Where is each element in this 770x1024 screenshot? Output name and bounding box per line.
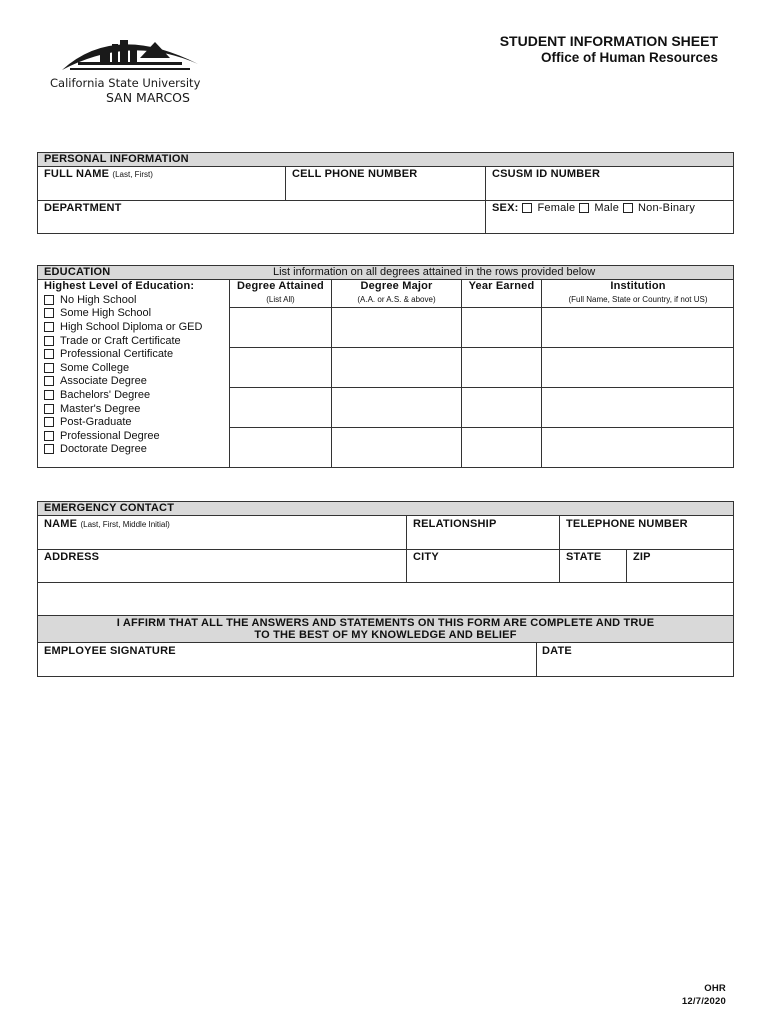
department-label: DEPARTMENT (44, 202, 122, 214)
full-name-label: FULL NAME (Last, First) (44, 168, 153, 180)
non-binary-checkbox[interactable] (623, 203, 633, 213)
degree-row[interactable] (230, 308, 734, 347)
state-label: STATE (566, 551, 602, 563)
col-year-earned: Year Earned (468, 280, 535, 292)
col-degree-attained-hint: (List All) (266, 295, 295, 304)
education-level-option[interactable]: High School Diploma or GED (44, 320, 202, 334)
col-institution: Institution (610, 280, 666, 292)
highest-education-label: Highest Level of Education: (44, 280, 195, 292)
logo-skyline-icon (60, 28, 200, 74)
emergency-name-label: NAME (Last, First, Middle Initial) (44, 518, 170, 530)
education-instruction: List information on all degrees attained in the rows provided below (273, 266, 596, 278)
education-checkbox[interactable] (44, 417, 54, 427)
affirmation-line-2: TO THE BEST OF MY KNOWLEDGE AND BELIEF (254, 629, 517, 641)
education-level-option[interactable]: Professional Certificate (44, 347, 202, 361)
education-checkbox[interactable] (44, 322, 54, 332)
col-degree-attained: Degree Attained (237, 280, 324, 292)
education-checkbox[interactable] (44, 376, 54, 386)
education-checkbox[interactable] (44, 363, 54, 373)
footer-code: OHR (704, 983, 726, 994)
male-checkbox[interactable] (579, 203, 589, 213)
degree-row[interactable] (230, 388, 734, 427)
full-name-hint: (Last, First) (112, 170, 153, 179)
education-checkbox[interactable] (44, 308, 54, 318)
footer-date: 12/7/2020 (681, 996, 726, 1007)
telephone-label: TELEPHONE NUMBER (566, 518, 688, 530)
education-level-option[interactable]: Bachelors' Degree (44, 388, 202, 402)
education-level-option[interactable]: Professional Degree (44, 429, 202, 443)
sex-option-non-binary[interactable]: Non-Binary (623, 202, 695, 214)
education-level-option[interactable]: Post-Graduate (44, 415, 202, 429)
education-level-option[interactable]: Some College (44, 361, 202, 375)
female-checkbox[interactable] (522, 203, 532, 213)
education-title: EDUCATION (44, 266, 111, 278)
education-level-option[interactable]: Trade or Craft Certificate (44, 334, 202, 348)
education-level-option[interactable]: Doctorate Degree (44, 443, 202, 457)
logo-line-2: SAN MARCOS (106, 90, 190, 105)
city-label: CITY (413, 551, 439, 563)
emergency-contact-title: EMERGENCY CONTACT (44, 502, 175, 514)
education-checkbox[interactable] (44, 431, 54, 441)
col-degree-major-hint: (A.A. or A.S. & above) (357, 295, 436, 304)
relationship-label: RELATIONSHIP (413, 518, 497, 530)
education-level-list (44, 293, 202, 456)
education-checkbox[interactable] (44, 349, 54, 359)
affirmation-line-1: I AFFIRM THAT ALL THE ANSWERS AND STATEMENTS ON THIS FORM ARE COMPLETE AND TRUE (116, 617, 655, 629)
logo-line-1: California State University (50, 76, 201, 90)
zip-label: ZIP (633, 551, 651, 563)
education-level-option[interactable]: Some High School (44, 307, 202, 321)
col-degree-major: Degree Major (360, 280, 433, 292)
form-title: STUDENT INFORMATION SHEET (499, 33, 718, 49)
csusm-id-label: CSUSM ID NUMBER (492, 168, 601, 180)
education-level-option[interactable]: Associate Degree (44, 375, 202, 389)
sex-row (492, 202, 695, 214)
university-logo (50, 28, 210, 108)
sex-label: SEX: (492, 202, 519, 214)
sex-option-female[interactable]: Female (522, 202, 575, 214)
col-institution-hint: (Full Name, State or Country, if not US) (568, 295, 708, 304)
education-checkbox[interactable] (44, 404, 54, 414)
education-checkbox[interactable] (44, 336, 54, 346)
degree-row[interactable] (230, 348, 734, 387)
degree-row[interactable] (230, 428, 734, 467)
date-label: DATE (542, 645, 572, 657)
personal-info-title: PERSONAL INFORMATION (44, 153, 189, 165)
signature-label: EMPLOYEE SIGNATURE (44, 645, 176, 657)
education-checkbox[interactable] (44, 295, 54, 305)
sex-option-male[interactable]: Male (579, 202, 619, 214)
form-subtitle: Office of Human Resources (540, 50, 718, 65)
education-checkbox[interactable] (44, 390, 54, 400)
education-level-option[interactable]: No High School (44, 293, 202, 307)
cell-phone-label: CELL PHONE NUMBER (292, 168, 418, 180)
emergency-name-hint: (Last, First, Middle Initial) (80, 520, 170, 529)
education-checkbox[interactable] (44, 444, 54, 454)
address-label: ADDRESS (44, 551, 100, 563)
education-level-option[interactable]: Master's Degree (44, 402, 202, 416)
